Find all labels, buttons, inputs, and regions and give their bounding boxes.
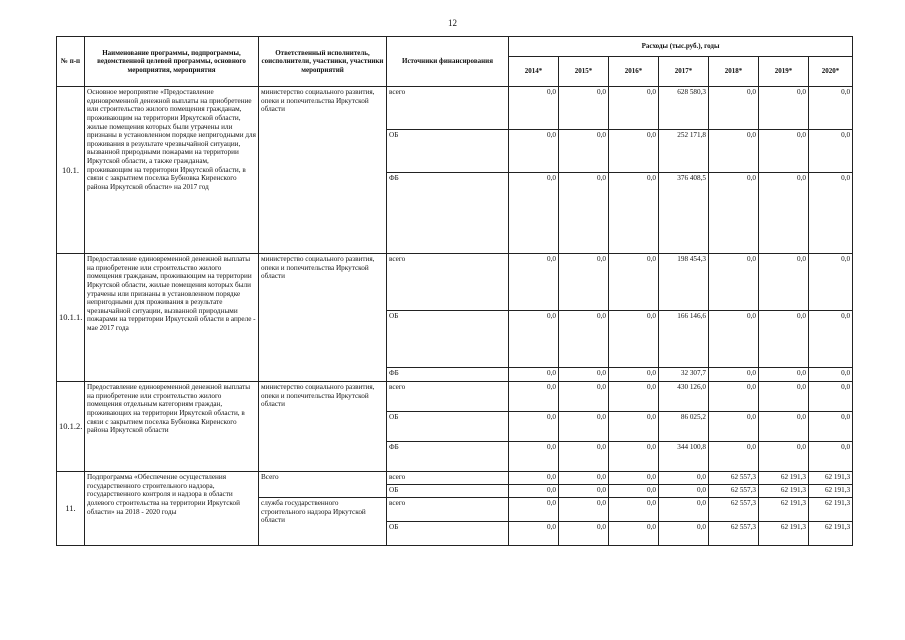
value-cell: 0,0 bbox=[809, 412, 853, 442]
header-year: 2018* bbox=[709, 57, 759, 87]
value-cell: 0,0 bbox=[609, 173, 659, 254]
value-cell: 0,0 bbox=[509, 87, 559, 130]
value-cell: 198 454,3 bbox=[659, 254, 709, 311]
header-expenses: Расходы (тыс.руб.), годы bbox=[509, 37, 853, 57]
value-cell: 0,0 bbox=[809, 311, 853, 368]
value-cell: 252 171,8 bbox=[659, 130, 709, 173]
value-cell: 0,0 bbox=[509, 472, 559, 485]
value-cell: 0,0 bbox=[559, 87, 609, 130]
value-cell: 0,0 bbox=[559, 498, 609, 522]
value-cell: 0,0 bbox=[559, 382, 609, 412]
value-cell: 0,0 bbox=[609, 382, 659, 412]
value-cell: 0,0 bbox=[709, 173, 759, 254]
value-cell: 0,0 bbox=[559, 442, 609, 472]
value-cell: 0,0 bbox=[609, 498, 659, 522]
value-cell: 0,0 bbox=[759, 87, 809, 130]
value-cell: 0,0 bbox=[709, 311, 759, 368]
value-cell: 0,0 bbox=[559, 522, 609, 546]
value-cell: 0,0 bbox=[759, 412, 809, 442]
row-index: 10.1.1. bbox=[57, 254, 85, 382]
header-executor: Ответственный исполнитель, соисполнители, участники, участники мероприятий bbox=[259, 37, 387, 87]
value-cell: 62 191,3 bbox=[809, 485, 853, 498]
row-name: Подпрограмма «Обеспечение осуществления государственного строительного надзора, государственного контроля и надзора в области долевого строительства на территории Иркутской области» на 2018 - 2020 годы bbox=[85, 472, 259, 546]
funding-source: всего bbox=[387, 472, 509, 485]
value-cell: 0,0 bbox=[509, 485, 559, 498]
value-cell: 0,0 bbox=[509, 311, 559, 368]
value-cell: 62 191,3 bbox=[809, 522, 853, 546]
value-cell: 0,0 bbox=[659, 522, 709, 546]
value-cell: 0,0 bbox=[709, 254, 759, 311]
funding-source: всего bbox=[387, 382, 509, 412]
value-cell: 0,0 bbox=[509, 173, 559, 254]
value-cell: 62 191,3 bbox=[759, 498, 809, 522]
page-number: 12 bbox=[448, 18, 457, 28]
value-cell: 62 557,3 bbox=[709, 498, 759, 522]
value-cell: 376 408,5 bbox=[659, 173, 709, 254]
row-name: Основное мероприятие «Предоставление единовременной денежной выплаты на приобретение или строительство жилого помещения гражданам, проживающим на территории Иркутской области, жилые помещения которых были утрачены или признаны в установленном порядке непригодными для проживания в результате чрезвычайной ситуации, вызванной природными пожарами на территории Иркутской области, а также гражданам, проживающим на территории Иркутской области, в связи с закрытием поселка Бубновка Киренского района Иркутской области» на 2017 год bbox=[85, 87, 259, 254]
value-cell: 62 191,3 bbox=[759, 472, 809, 485]
value-cell: 62 557,3 bbox=[709, 485, 759, 498]
header-year: 2017* bbox=[659, 57, 709, 87]
funding-source: всего bbox=[387, 498, 509, 522]
value-cell: 0,0 bbox=[759, 442, 809, 472]
row-executor: Всего bbox=[259, 472, 387, 498]
value-cell: 0,0 bbox=[809, 382, 853, 412]
value-cell: 0,0 bbox=[559, 412, 609, 442]
value-cell: 0,0 bbox=[659, 485, 709, 498]
value-cell: 0,0 bbox=[809, 442, 853, 472]
table-row bbox=[57, 382, 853, 412]
value-cell: 0,0 bbox=[759, 173, 809, 254]
header-year: 2020* bbox=[809, 57, 853, 87]
value-cell: 0,0 bbox=[759, 311, 809, 368]
value-cell: 0,0 bbox=[709, 368, 759, 382]
value-cell: 0,0 bbox=[809, 173, 853, 254]
value-cell: 0,0 bbox=[659, 498, 709, 522]
row-executor: министерство социального развития, опеки и попечительства Иркутской области bbox=[259, 382, 387, 472]
value-cell: 0,0 bbox=[509, 368, 559, 382]
value-cell: 0,0 bbox=[559, 254, 609, 311]
table-row bbox=[57, 254, 853, 311]
header-year: 2015* bbox=[559, 57, 609, 87]
value-cell: 62 191,3 bbox=[809, 472, 853, 485]
value-cell: 62 191,3 bbox=[759, 522, 809, 546]
value-cell: 0,0 bbox=[559, 311, 609, 368]
value-cell: 0,0 bbox=[809, 368, 853, 382]
value-cell: 344 100,8 bbox=[659, 442, 709, 472]
value-cell: 0,0 bbox=[609, 522, 659, 546]
value-cell: 0,0 bbox=[609, 485, 659, 498]
funding-source: ОБ bbox=[387, 412, 509, 442]
value-cell: 0,0 bbox=[759, 382, 809, 412]
value-cell: 0,0 bbox=[609, 311, 659, 368]
header-year: 2019* bbox=[759, 57, 809, 87]
value-cell: 0,0 bbox=[609, 254, 659, 311]
value-cell: 166 146,6 bbox=[659, 311, 709, 368]
value-cell: 0,0 bbox=[609, 472, 659, 485]
value-cell: 62 557,3 bbox=[709, 472, 759, 485]
value-cell: 0,0 bbox=[809, 130, 853, 173]
value-cell: 0,0 bbox=[709, 87, 759, 130]
row-index: 11. bbox=[57, 472, 85, 546]
funding-source: ФБ bbox=[387, 368, 509, 382]
header-source: Источники финансирования bbox=[387, 37, 509, 87]
value-cell: 62 191,3 bbox=[809, 498, 853, 522]
value-cell: 86 025,2 bbox=[659, 412, 709, 442]
value-cell: 0,0 bbox=[759, 130, 809, 173]
value-cell: 0,0 bbox=[509, 382, 559, 412]
value-cell: 0,0 bbox=[559, 173, 609, 254]
value-cell: 0,0 bbox=[509, 130, 559, 173]
value-cell: 0,0 bbox=[559, 368, 609, 382]
value-cell: 430 126,0 bbox=[659, 382, 709, 412]
value-cell: 0,0 bbox=[709, 382, 759, 412]
header-name: Наименование программы, подпрограммы, ведомственной целевой программы, основного мероприятия, мероприятия bbox=[85, 37, 259, 87]
row-index: 10.1. bbox=[57, 87, 85, 254]
row-executor: министерство социального развития, опеки и попечительства Иркутской области bbox=[259, 87, 387, 254]
value-cell: 0,0 bbox=[709, 412, 759, 442]
value-cell: 0,0 bbox=[709, 442, 759, 472]
value-cell: 0,0 bbox=[559, 130, 609, 173]
funding-source: всего bbox=[387, 87, 509, 130]
row-index: 10.1.2. bbox=[57, 382, 85, 472]
funding-source: ОБ bbox=[387, 485, 509, 498]
budget-table bbox=[56, 36, 853, 546]
funding-source: ОБ bbox=[387, 311, 509, 368]
table-row bbox=[57, 87, 853, 130]
row-name: Предоставление единовременной денежной выплаты на приобретение или строительство жилого помещения гражданам, проживающим на территории Иркутской области, жилые помещения которых были утрачены или признаны в установленном порядке непригодными для проживания в результате чрезвычайной ситуации, вызванной природными пожарами на территории Иркутской области в апреле - мае 2017 года bbox=[85, 254, 259, 382]
value-cell: 0,0 bbox=[559, 485, 609, 498]
funding-source: ФБ bbox=[387, 173, 509, 254]
value-cell: 0,0 bbox=[809, 87, 853, 130]
table-row bbox=[57, 472, 853, 485]
value-cell: 0,0 bbox=[659, 472, 709, 485]
header-index: № п-п bbox=[57, 37, 85, 87]
value-cell: 0,0 bbox=[809, 254, 853, 311]
funding-source: ФБ bbox=[387, 442, 509, 472]
value-cell: 0,0 bbox=[509, 522, 559, 546]
value-cell: 0,0 bbox=[759, 254, 809, 311]
value-cell: 62 191,3 bbox=[759, 485, 809, 498]
value-cell: 0,0 bbox=[609, 87, 659, 130]
value-cell: 0,0 bbox=[709, 130, 759, 173]
value-cell: 62 557,3 bbox=[709, 522, 759, 546]
value-cell: 0,0 bbox=[509, 254, 559, 311]
value-cell: 0,0 bbox=[509, 498, 559, 522]
value-cell: 0,0 bbox=[509, 442, 559, 472]
funding-source: ОБ bbox=[387, 522, 509, 546]
value-cell: 32 307,7 bbox=[659, 368, 709, 382]
header-year: 2016* bbox=[609, 57, 659, 87]
header-year: 2014* bbox=[509, 57, 559, 87]
funding-source: ОБ bbox=[387, 130, 509, 173]
value-cell: 0,0 bbox=[759, 368, 809, 382]
value-cell: 0,0 bbox=[509, 412, 559, 442]
value-cell: 0,0 bbox=[609, 442, 659, 472]
row-executor: министерство социального развития, опеки и попечительства Иркутской области bbox=[259, 254, 387, 382]
row-executor: служба государственного строительного надзора Иркутской области bbox=[259, 498, 387, 546]
row-name: Предоставление единовременной денежной выплаты на приобретение или строительство жилого помещения отдельным категориям граждан, проживающих на территории Иркутской области, в связи с закрытием поселка Бубновка Киренского района Иркутской области bbox=[85, 382, 259, 472]
value-cell: 0,0 bbox=[609, 412, 659, 442]
value-cell: 628 580,3 bbox=[659, 87, 709, 130]
value-cell: 0,0 bbox=[609, 130, 659, 173]
value-cell: 0,0 bbox=[609, 368, 659, 382]
value-cell: 0,0 bbox=[559, 472, 609, 485]
funding-source: всего bbox=[387, 254, 509, 311]
